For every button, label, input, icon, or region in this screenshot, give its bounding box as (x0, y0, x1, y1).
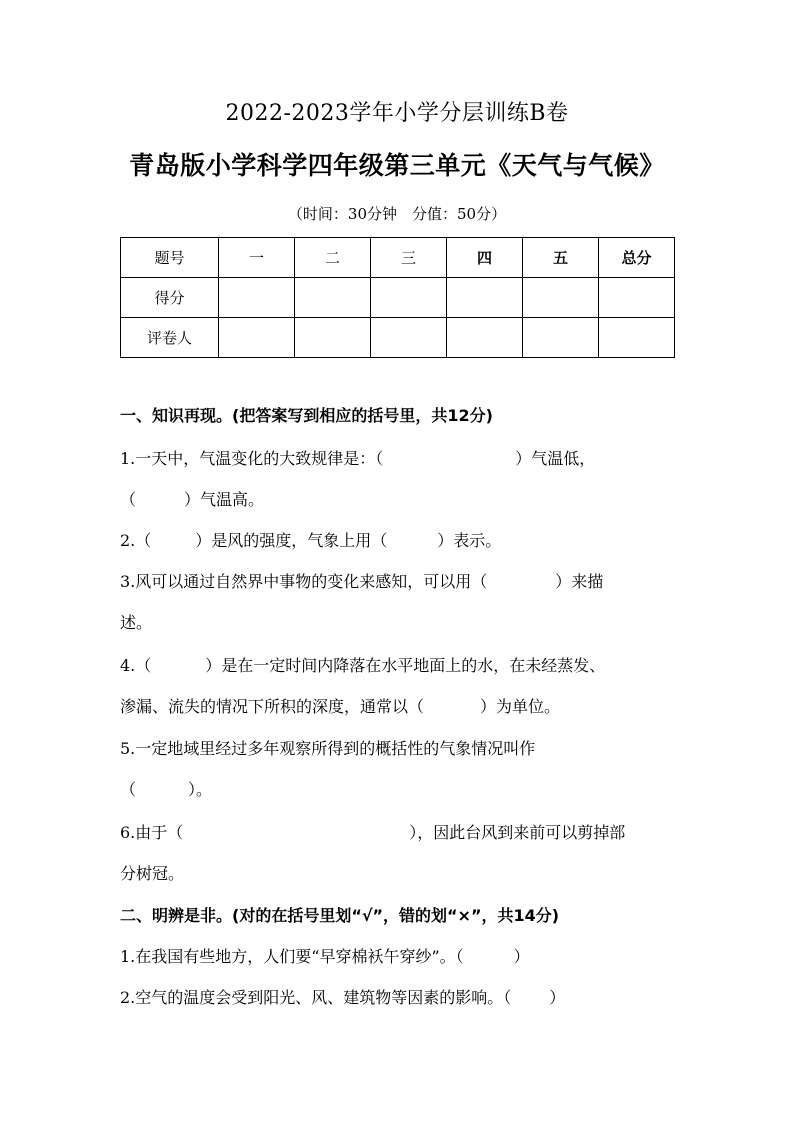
question-1-1 (120, 446, 690, 469)
score-cell[interactable] (295, 278, 371, 318)
question-text: 6.由于（ (120, 823, 184, 842)
score-cell[interactable] (219, 278, 295, 318)
question-text: ）。 (188, 780, 213, 799)
question-text: 1.在我国有些地方，人们要“早穿棉袄午穿纱”。（ (120, 947, 464, 966)
score-table-header-cell: 一 (219, 238, 295, 278)
score-cell[interactable] (599, 278, 675, 318)
score-table-header-cell: 总分 (599, 238, 675, 278)
question-1-3-cont: 述。 (120, 613, 153, 632)
question-1-5-cont (120, 777, 690, 800)
question-2-2 (120, 985, 690, 1008)
question-text: 渗漏、流失的情况下所积的深度，通常以（ (120, 697, 425, 716)
question-1-2 (120, 528, 690, 551)
reviewer-cell[interactable] (371, 318, 447, 358)
question-text: （ (120, 490, 137, 509)
question-text: ）是在一定时间内降落在水平地面上的水，在未经蒸发、 (205, 656, 606, 675)
score-table-header-cell: 二 (295, 238, 371, 278)
exam-subtitle: 青岛版小学科学四年级第三单元《天气与气候》 (129, 151, 665, 180)
section1-heading: 一、知识再现。(把答案写到相应的括号里，共12分) (120, 406, 493, 425)
exam-title: 2022-2023学年小学分层训练B卷 (225, 101, 569, 126)
reviewer-cell[interactable] (219, 318, 295, 358)
question-1-6-cont: 分树冠。 (120, 864, 185, 883)
reviewer-cell[interactable] (523, 318, 599, 358)
question-text: ）为单位。 (480, 697, 561, 716)
question-1-5: 5.一定地域里经过多年观察所得到的概括性的气象情况叫作 (120, 739, 536, 758)
question-1-3 (120, 569, 690, 592)
score-table-header-cell: 题号 (121, 238, 219, 278)
section2-heading: 二、明辨是非。(对的在括号里划“√”，错的划“×”，共14分) (120, 906, 560, 925)
question-text: ），因此台风到来前可以剪掉部 (409, 823, 626, 842)
exam-meta: （时间：30分钟 分值：50分） (287, 205, 507, 223)
question-text: 2.空气的温度会受到阳光、风、建筑物等因素的影响。（ (120, 988, 512, 1007)
question-text: ）气温低， (515, 449, 596, 468)
question-text: 2.（ (120, 531, 152, 550)
score-cell[interactable] (371, 278, 447, 318)
score-table (120, 237, 675, 358)
reviewer-cell[interactable] (447, 318, 523, 358)
score-row-label: 得分 (121, 278, 219, 318)
score-table-row-reviewer (121, 318, 675, 358)
score-table-header-cell: 五 (523, 238, 599, 278)
question-1-1-cont (120, 487, 690, 510)
score-table-row-score (121, 278, 675, 318)
question-2-1 (120, 944, 690, 967)
question-text: 1.一天中，气温变化的大致规律是：（ (120, 449, 384, 468)
score-table-header-cell: 四 (447, 238, 523, 278)
question-text: ）表示。 (437, 531, 502, 550)
question-text: （ (120, 780, 137, 799)
question-text: 3.风可以通过自然界中事物的变化来感知，可以用（ (120, 572, 488, 591)
question-text: ）来描 (555, 572, 604, 591)
reviewer-cell[interactable] (295, 318, 371, 358)
question-text: ） (513, 947, 530, 966)
question-1-4-cont (120, 694, 690, 717)
question-text: ） (549, 988, 566, 1007)
score-table-header-row (121, 238, 675, 278)
question-text: ）是风的强度，气象上用（ (195, 531, 388, 550)
reviewer-cell[interactable] (599, 318, 675, 358)
question-1-4 (120, 653, 690, 676)
reviewer-row-label: 评卷人 (121, 318, 219, 358)
question-text: ）气温高。 (184, 490, 265, 509)
question-text: 4.（ (120, 656, 152, 675)
score-table-header-cell: 三 (371, 238, 447, 278)
score-cell[interactable] (447, 278, 523, 318)
score-cell[interactable] (523, 278, 599, 318)
question-1-6 (120, 820, 690, 843)
